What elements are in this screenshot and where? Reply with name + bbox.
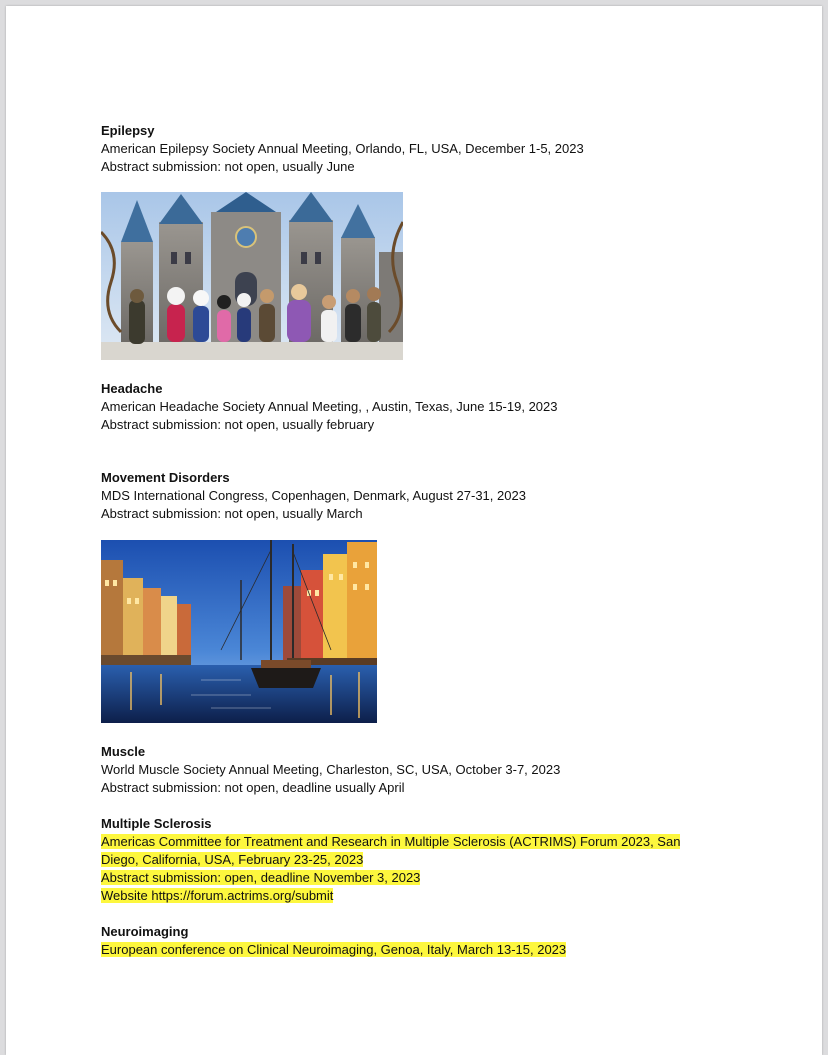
conference-line: European conference on Clinical Neuroimaging, Genoa, Italy, March 13-15, 2023: [101, 942, 567, 957]
section-muscle: [101, 743, 741, 797]
section-heading: Headache: [101, 381, 163, 396]
section-heading: Muscle: [101, 744, 146, 759]
section-headache: [101, 380, 741, 434]
section-heading: Epilepsy: [101, 123, 155, 138]
section-heading: Neuroimaging: [101, 924, 189, 939]
website-line: Website https://forum.actrims.org/submit: [101, 888, 334, 903]
conference-line-1: Americas Committee for Treatment and Research in Multiple Sclerosis (ACTRIMS) Forum 2023, San: [101, 834, 681, 849]
conference-line: American Headache Society Annual Meeting, , Austin, Texas, June 15-19, 2023: [101, 399, 558, 414]
section-heading: Movement Disorders: [101, 470, 230, 485]
section-multiple-sclerosis: [101, 815, 741, 905]
conference-line: World Muscle Society Annual Meeting, Charleston, SC, USA, October 3-7, 2023: [101, 762, 561, 777]
section-neuroimaging: [101, 923, 741, 959]
conference-line: MDS International Congress, Copenhagen, Denmark, August 27-31, 2023: [101, 488, 526, 503]
abstract-line: Abstract submission: not open, usually March: [101, 506, 363, 521]
abstract-line: Abstract submission: not open, usually June: [101, 159, 355, 174]
section-heading: Multiple Sclerosis: [101, 816, 212, 831]
orlando-castle-photo: [101, 192, 403, 360]
document-page: [6, 6, 822, 1055]
abstract-line: Abstract submission: not open, deadline usually April: [101, 780, 405, 795]
copenhagen-nyhavn-photo: [101, 540, 377, 723]
section-epilepsy: [101, 122, 741, 176]
abstract-line: Abstract submission: open, deadline November 3, 2023: [101, 870, 421, 885]
conference-line: American Epilepsy Society Annual Meeting, Orlando, FL, USA, December 1-5, 2023: [101, 141, 584, 156]
conference-line-2: Diego, California, USA, February 23-25, 2023: [101, 852, 364, 867]
abstract-line: Abstract submission: not open, usually february: [101, 417, 375, 432]
section-movement-disorders: [101, 469, 741, 523]
